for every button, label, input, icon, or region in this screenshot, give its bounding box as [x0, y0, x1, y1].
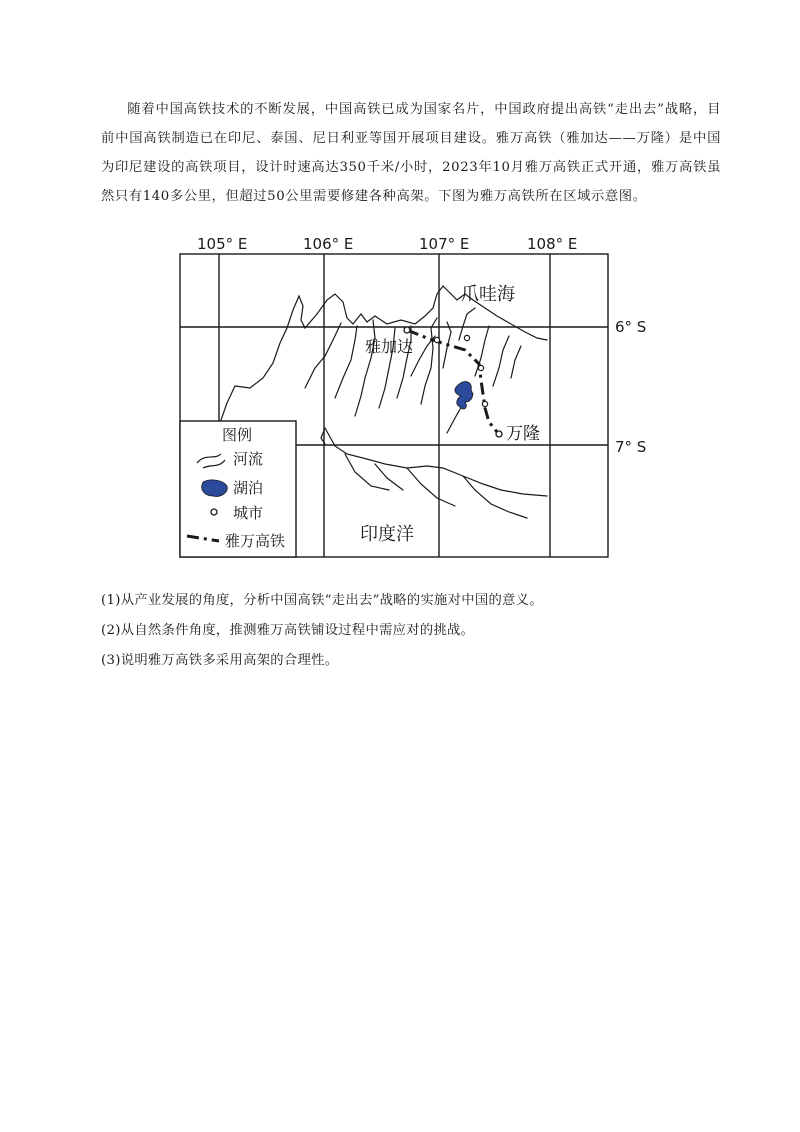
sea-label-indian-ocean: 印度洋	[360, 524, 414, 545]
lat-label-7s: 7° S	[615, 438, 647, 456]
city-marker	[482, 401, 487, 406]
legend-lake-label: 湖泊	[233, 479, 264, 497]
city-label-jakarta: 雅加达	[365, 337, 414, 356]
lon-label-105: 105° E	[197, 235, 248, 253]
lat-label-6s: 6° S	[615, 318, 647, 336]
legend-lake-symbol	[202, 480, 228, 496]
map-legend	[180, 421, 296, 557]
lon-label-106: 106° E	[303, 235, 354, 253]
legend-city-symbol	[211, 509, 217, 515]
city-label-bandung: 万隆	[506, 424, 540, 444]
intro-paragraph	[101, 95, 721, 211]
legend-title: 图例	[222, 426, 253, 444]
lon-label-108: 108° E	[527, 235, 578, 253]
city-bandung-marker	[496, 431, 502, 437]
city-marker	[434, 337, 439, 342]
question-2: (2)从自然条件角度，推测雅万高铁铺设过程中需应对的挑战。	[101, 623, 475, 638]
lake-cirata	[455, 382, 473, 409]
intro-text: 随着中国高铁技术的不断发展，中国高铁已成为国家名片，中国政府提出高铁“走出去”战略，目前中国高铁制造已在印尼、泰国、尼日利亚等国开展项目建设。雅万高铁（雅加达——万隆）是中国为印尼建设的高铁项目，设计时速高达350千米/小时，2023年10月雅万高铁正式开通，雅万高铁虽然只有140多公里，但超过50公里需要修建各种高架。下图为雅万高铁所在区域示意图。	[101, 102, 721, 204]
lon-label-107: 107° E	[419, 235, 470, 253]
question-1: (1)从产业发展的角度，分析中国高铁“走出去”战略的实施对中国的意义。	[101, 593, 543, 608]
city-marker	[464, 335, 469, 340]
region-map	[175, 228, 647, 563]
legend-railway-label: 雅万高铁	[225, 532, 286, 550]
sea-label-java: 爪哇海	[461, 284, 515, 305]
question-3: (3)说明雅万高铁多采用高架的合理性。	[101, 653, 339, 668]
city-jakarta-marker	[404, 327, 410, 333]
city-marker	[478, 365, 483, 370]
legend-city-label: 城市	[233, 504, 264, 522]
legend-river-label: 河流	[233, 450, 264, 468]
